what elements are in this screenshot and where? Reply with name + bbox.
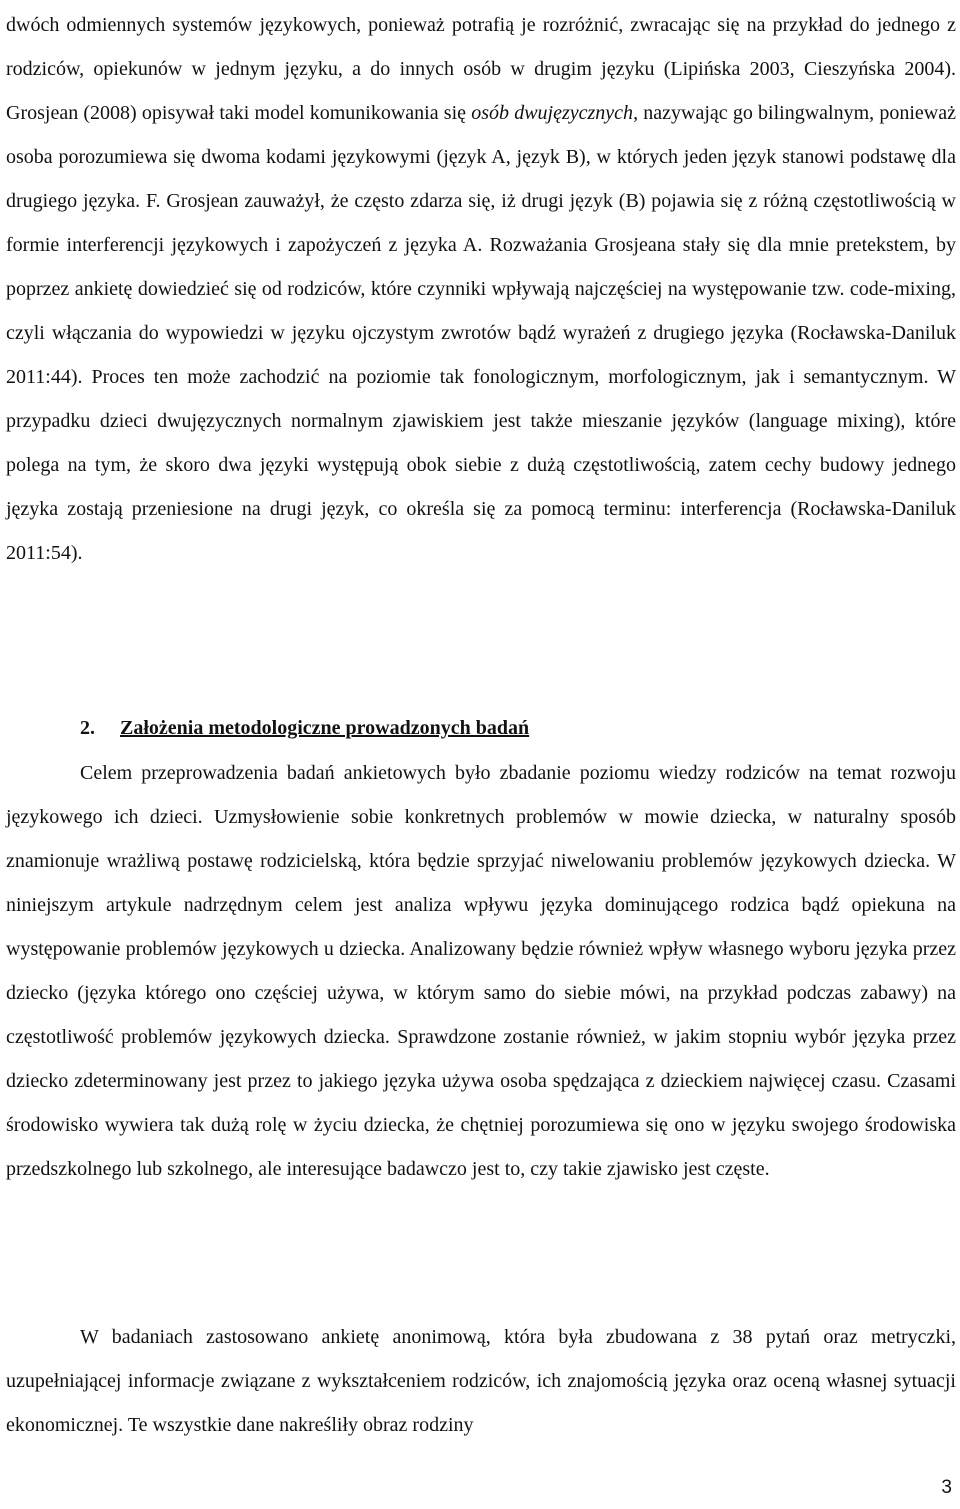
paragraph-1-text-b: , nazywając go bilingwalnym, ponieważ osoba porozumiewa się dwoma kodami językowymi (język A, język B), w których jeden język stanowi podstawę dla drugiego języka. F. Grosjean zauważył, że często zdarza się, iż drugi język (B) pojawia się z różną częstotliwością w formie interferencji językowych i zapożyczeń z języka A. Rozważania Grosjeana stały się dla mnie pretekstem, by poprzez ankietę dowiedzieć się od rodziców, które czynniki wpływają najczęściej na występowanie tzw. code-mixing, czyli włączania do wypowiedzi w języku ojczystym zwrotów bądź wyrażeń z drugiego języka (Rocławska-Daniluk 2011:44). Proces ten może zachodzić na poziomie tak fonologicznym, morfologicznym, jak i semantycznym. W przypadku dzieci dwujęzycznych normalnym zjawiskiem jest także mieszanie języków (language mixing), które polega na tym, że skoro dwa języki występują obok siebie z dużą częstotliwością, zatem cechy budowy jednego języka zostają przeniesione na drugi język, co określa się za pomocą terminu: interferencja (Rocławska-Daniluk 2011:54). (6, 102, 956, 564)
page-number: 3 (941, 1477, 952, 1498)
paragraph-1-text-a: dwóch odmiennych systemów językowych, ponieważ potrafią je rozróżnić, zwracając się na przykład do jednego z rodziców, opiekunów w jednym języku, a do innych osób w drugim języku (Lipińska 2003, Cieszyńska 2004). Grosjean (2008) opisywał taki model komunikowania się (6, 14, 956, 124)
section-title: Założenia metodologiczne prowadzonych badań (120, 717, 530, 739)
section-number: 2. (80, 717, 95, 739)
section-heading (80, 713, 960, 743)
paragraph-1 (6, 3, 956, 575)
paragraph-3: W badaniach zastosowano ankietę anonimową, która była zbudowana z 38 pytań oraz metryczki, uzupełniającej informacje związane z wykształceniem rodziców, ich znajomością języka oraz oceną własnej sytuacji ekonomicznej. Te wszystkie dane nakreśliły obraz rodziny (6, 1326, 956, 1436)
paragraph-1-italic-term: osób dwujęzycznych (471, 102, 634, 124)
document-page (6, 0, 956, 1509)
paragraph-2: Celem przeprowadzenia badań ankietowych było zbadanie poziomu wiedzy rodziców na temat rozwoju językowego ich dzieci. Uzmysłowienie sobie konkretnych problemów w mowie dziecka, w naturalny sposób znamionuje wrażliwą postawę rodzicielską, która będzie sprzyjać niwelowaniu problemów językowych dziecka. W niniejszym artykule nadrzędnym celem jest analiza wpływu języka dominującego rodzica bądź opiekuna na występowanie problemów językowych u dziecka. Analizowany będzie również wpływ własnego wyboru języka przez dziecko (języka którego ono częściej używa, w którym samo do siebie mówi, na przykład podczas zabawy) na częstotliwość problemów językowych dziecka. Sprawdzone zostanie również, w jakim stopniu wybór języka przez dziecko zdeterminowany jest przez to jakiego języka używa osoba spędzająca z dzieckiem najwięcej czasu. Czasami środowisko wywiera tak dużą rolę w życiu dziecka, że chętniej porozumiewa się ono w języku swojego środowiska przedszkolnego lub szkolnego, ale interesujące badawczo jest to, czy takie zjawisko jest częste. (6, 762, 956, 1180)
